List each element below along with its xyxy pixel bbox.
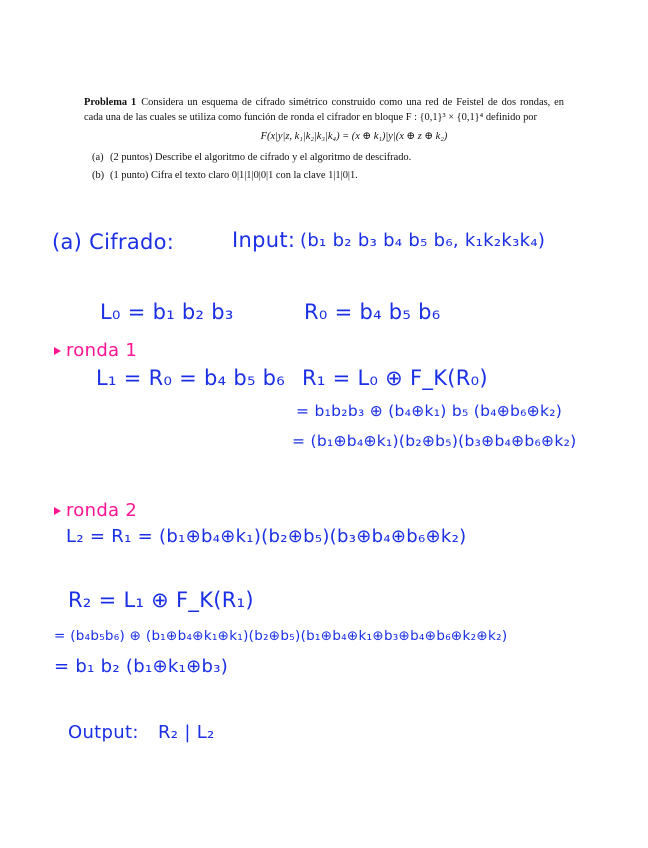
item-a-label: (a) [92, 151, 104, 163]
r2-step-2: = b₁ b₂ (b₁⊕k₁⊕b₃) [54, 656, 229, 677]
cifrado-heading: (a) Cifrado: [52, 230, 175, 254]
r2-equation: R₂ = L₁ ⊕ F_K(R₁) [68, 588, 254, 612]
arrow-marker-icon [54, 507, 61, 515]
l2-equation: L₂ = R₁ = (b₁⊕b₄⊕k₁)(b₂⊕b₅)(b₃⊕b₄⊕b₆⊕k₂) [66, 526, 467, 547]
item-a-text: (2 puntos) Describe el algoritmo de cifrado y el algoritmo de descifrado. [110, 151, 412, 163]
r1-equation: R₁ = L₀ ⊕ F_K(R₀) [302, 366, 488, 390]
ronda-1-marker [54, 340, 137, 361]
problem-item-a [92, 151, 564, 166]
ronda-2-marker [54, 500, 137, 521]
input-value: (b₁ b₂ b₃ b₄ b₅ b₆, k₁k₂k₃k₄) [300, 230, 546, 251]
ronda-1-label: ronda 1 [66, 340, 138, 361]
r1-step-1: = b₁b₂b₃ ⊕ (b₄⊕k₁) b₅ (b₄⊕b₆⊕k₂) [296, 402, 563, 420]
l0-equation: L₀ = b₁ b₂ b₃ [100, 300, 234, 324]
problem-item-b [92, 169, 564, 184]
problem-statement [84, 96, 564, 184]
r0-equation: R₀ = b₄ b₅ b₆ [304, 300, 441, 324]
problem-intro-paragraph [84, 96, 564, 125]
item-b-text: (1 punto) Cifra el texto claro 0|1|1|0|0|1 con la clave 1|1|0|1. [110, 170, 358, 181]
r2-step-1: = (b₄b₅b₆) ⊕ (b₁⊕b₄⊕k₁⊕k₁)(b₂⊕b₅)(b₁⊕b₄⊕k₁⊕b₃⊕b₄⊕b₆⊕k₂⊕k₂) [54, 628, 508, 644]
arrow-marker-icon [54, 347, 61, 355]
ronda-2-label: ronda 2 [66, 500, 138, 521]
output-value: R₂ | L₂ [158, 722, 215, 743]
item-b-label: (b) [92, 170, 105, 181]
problem-heading: Problema 1 [84, 97, 137, 108]
input-label: Input: [232, 228, 296, 252]
round-function-formula: F(x|y|z, k₁|k₂|k₃|k₄) = (x ⊕ k₁)|y|(x ⊕ z ⊕ k₂) [260, 131, 448, 142]
l1-equation: L₁ = R₀ = b₄ b₅ b₆ [96, 366, 286, 390]
problem-intro: Considera un esquema de cifrado simétrico construido como una red de Feistel de dos rondas, en cada una de las cuales se utiliza como función de ronda el cifrador en bloque F : {0,1}³ × {0,1}⁴ definido por [84, 97, 564, 123]
output-label: Output: [68, 722, 139, 743]
r1-step-2: = (b₁⊕b₄⊕k₁)(b₂⊕b₅)(b₃⊕b₄⊕b₆⊕k₂) [292, 432, 577, 450]
